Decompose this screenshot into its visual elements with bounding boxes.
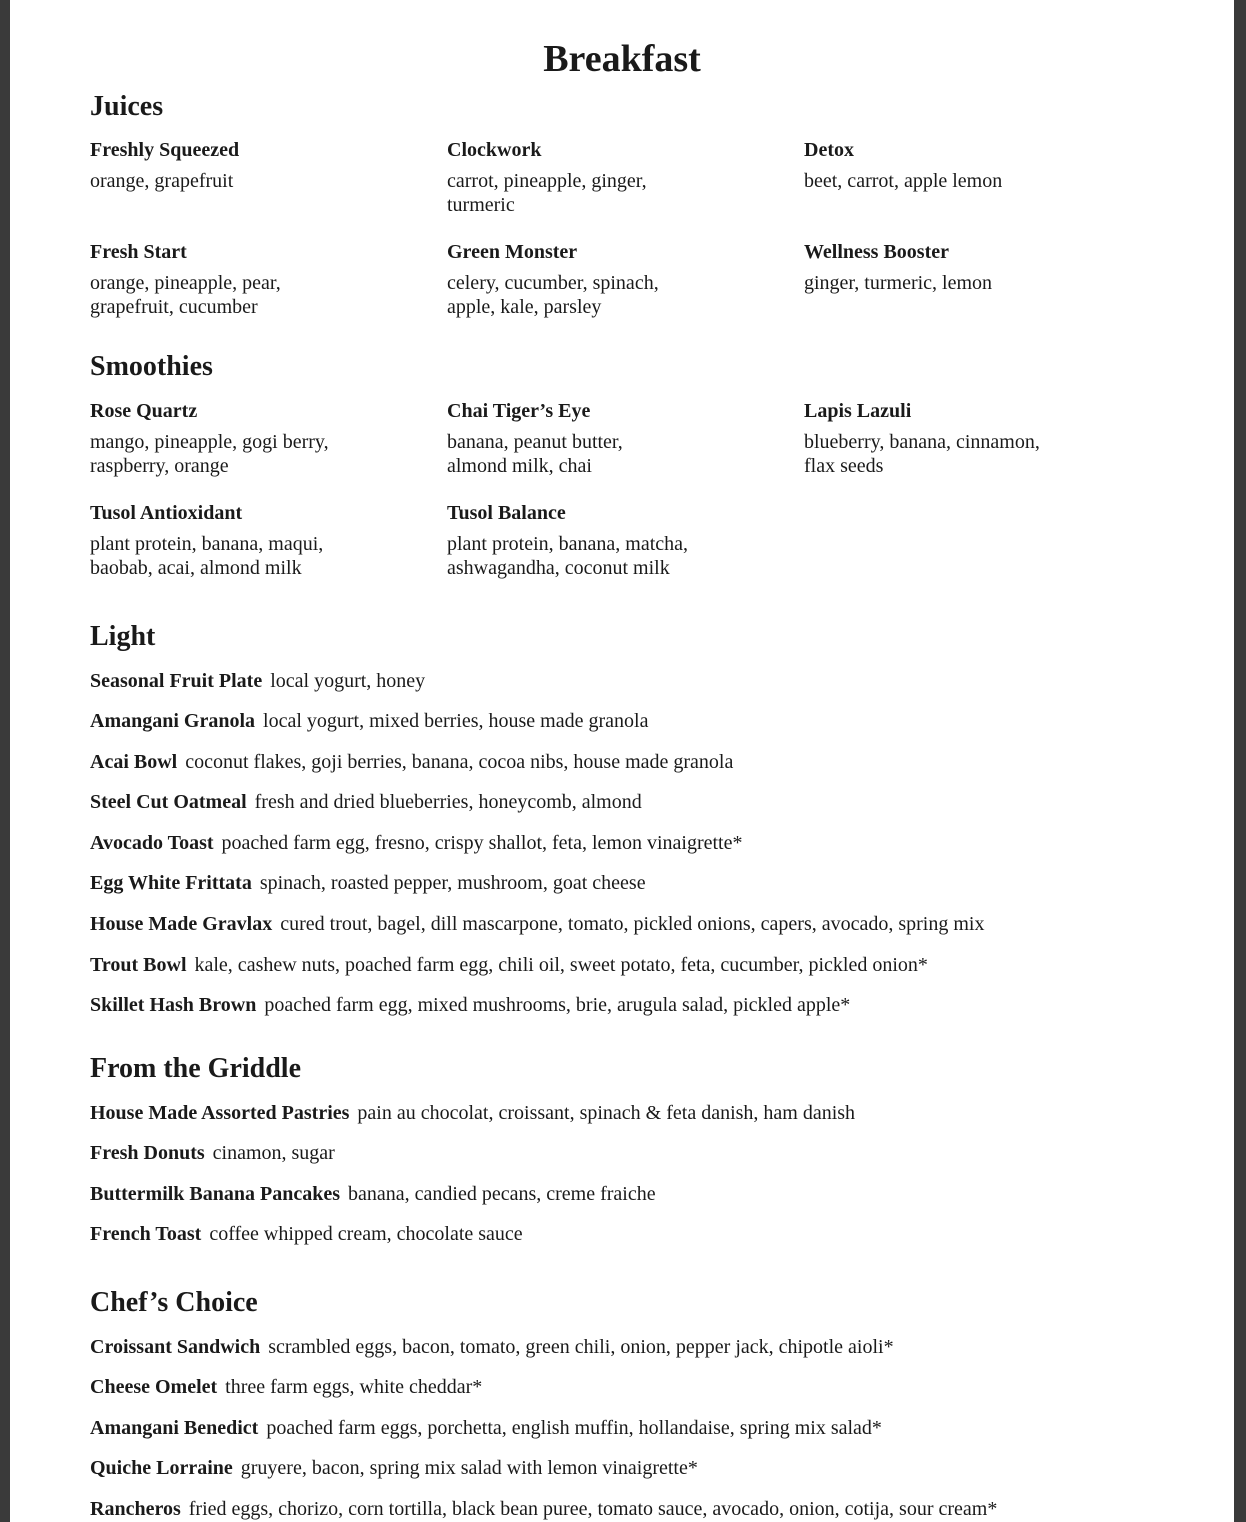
- smoothie-item: [90, 501, 360, 580]
- menu-item-row: [90, 831, 742, 855]
- item-description: coconut flakes, goji berries, banana, cocoa nibs, house made granola: [185, 751, 734, 773]
- item-description: fresh and dried blueberries, honeycomb, almond: [254, 791, 642, 813]
- item-name: Freshly Squeezed: [90, 139, 240, 161]
- item-description: coffee whipped cream, chocolate sauce: [209, 1223, 523, 1245]
- item-description: fried eggs, chorizo, corn tortilla, black bean puree, tomato sauce, avocado, onion, cotija, sour cream*: [188, 1498, 998, 1520]
- page-title: Breakfast: [543, 38, 701, 80]
- section-title-chefs-choice: Chef’s Choice: [90, 1287, 258, 1318]
- item-name: Trout Bowl: [90, 954, 187, 976]
- item-description: celery, cucumber, spinach, apple, kale, parsley: [447, 272, 659, 318]
- item-description: spinach, roasted pepper, mushroom, goat cheese: [259, 872, 646, 894]
- item-description: three farm eggs, white cheddar*: [225, 1376, 483, 1398]
- item-description: blueberry, banana, cinnamon, flax seeds: [804, 431, 1040, 477]
- menu-item-row: [90, 790, 642, 814]
- item-description: kale, cashew nuts, poached farm egg, chili oil, sweet potato, feta, cucumber, pickled onion*: [194, 954, 928, 976]
- menu-item-row: [90, 1456, 698, 1480]
- menu-page: [10, 0, 1234, 1522]
- item-description: poached farm eggs, porchetta, english muffin, hollandaise, spring mix salad*: [266, 1417, 882, 1439]
- juice-item: [447, 240, 697, 319]
- menu-item-row: [90, 1335, 894, 1359]
- menu-item-row: [90, 1101, 855, 1125]
- item-name: Skillet Hash Brown: [90, 994, 257, 1016]
- menu-item-row: [90, 1375, 482, 1399]
- juice-item: [447, 138, 687, 217]
- menu-item-row: [90, 1141, 335, 1165]
- item-name: House Made Gravlax: [90, 913, 273, 935]
- juice-item: [90, 240, 330, 319]
- menu-item-row: [90, 993, 850, 1017]
- menu-item-row: [90, 912, 984, 936]
- item-name: Chai Tiger’s Eye: [447, 400, 591, 422]
- item-description: local yogurt, honey: [270, 670, 426, 692]
- menu-item-row: [90, 1182, 656, 1206]
- item-name: Clockwork: [447, 139, 542, 161]
- item-name: Tusol Antioxidant: [90, 502, 243, 524]
- section-title-smoothies: Smoothies: [90, 351, 213, 382]
- juice-item: [90, 138, 390, 193]
- item-name: Seasonal Fruit Plate: [90, 670, 263, 692]
- item-name: Acai Bowl: [90, 751, 178, 773]
- item-name: Wellness Booster: [804, 241, 949, 263]
- item-name: Detox: [804, 139, 854, 161]
- item-name: Amangani Benedict: [90, 1417, 259, 1439]
- menu-item-row: [90, 1497, 997, 1521]
- juice-item: [804, 240, 1104, 295]
- menu-item-row: [90, 953, 928, 977]
- item-description: ginger, turmeric, lemon: [804, 272, 993, 294]
- item-description: plant protein, banana, matcha, ashwagandha, coconut milk: [447, 533, 689, 579]
- juice-item: [804, 138, 1104, 193]
- section-title-juices: Juices: [90, 91, 164, 122]
- item-name: Cheese Omelet: [90, 1376, 218, 1398]
- item-name: Fresh Start: [90, 241, 187, 263]
- section-title-light: Light: [90, 621, 156, 652]
- section-title-griddle: From the Griddle: [90, 1053, 302, 1084]
- item-name: Tusol Balance: [447, 502, 566, 524]
- item-description: banana, peanut butter, almond milk, chai: [447, 431, 623, 477]
- smoothie-item: [804, 399, 1074, 478]
- item-name: Buttermilk Banana Pancakes: [90, 1183, 341, 1205]
- item-description: poached farm egg, mixed mushrooms, brie, arugula salad, pickled apple*: [264, 994, 851, 1016]
- item-name: Rose Quartz: [90, 400, 198, 422]
- item-name: Quiche Lorraine: [90, 1457, 233, 1479]
- item-description: orange, grapefruit: [90, 170, 234, 192]
- item-description: carrot, pineapple, ginger, turmeric: [447, 170, 647, 216]
- smoothie-item: [90, 399, 360, 478]
- menu-item-row: [90, 871, 646, 895]
- item-description: cured trout, bagel, dill mascarpone, tomato, pickled onions, capers, avocado, spring mix: [280, 913, 985, 935]
- menu-item-row: [90, 1222, 523, 1246]
- item-description: cinamon, sugar: [212, 1142, 335, 1164]
- menu-item-row: [90, 1416, 882, 1440]
- item-description: poached farm egg, fresno, crispy shallot, feta, lemon vinaigrette*: [221, 832, 743, 854]
- item-description: beet, carrot, apple lemon: [804, 170, 1003, 192]
- item-description: scrambled eggs, bacon, tomato, green chili, onion, pepper jack, chipotle aioli*: [268, 1336, 894, 1358]
- item-description: local yogurt, mixed berries, house made granola: [263, 710, 649, 732]
- smoothie-item: [447, 501, 727, 580]
- menu-item-row: [90, 750, 733, 774]
- item-name: French Toast: [90, 1223, 202, 1245]
- item-name: Egg White Frittata: [90, 872, 252, 894]
- menu-item-row: [90, 709, 648, 733]
- item-name: Croissant Sandwich: [90, 1336, 261, 1358]
- item-name: Green Monster: [447, 241, 578, 263]
- item-name: Lapis Lazuli: [804, 400, 912, 422]
- item-name: Avocado Toast: [90, 832, 214, 854]
- item-name: Rancheros: [90, 1498, 181, 1520]
- item-description: banana, candied pecans, creme fraiche: [348, 1183, 656, 1205]
- item-description: pain au chocolat, croissant, spinach & feta danish, ham danish: [357, 1102, 856, 1124]
- item-description: plant protein, banana, maqui, baobab, acai, almond milk: [90, 533, 324, 579]
- item-description: gruyere, bacon, spring mix salad with lemon vinaigrette*: [240, 1457, 698, 1479]
- smoothie-item: [447, 399, 657, 478]
- item-description: mango, pineapple, gogi berry, raspberry, orange: [90, 431, 329, 477]
- item-name: Amangani Granola: [90, 710, 256, 732]
- item-description: orange, pineapple, pear, grapefruit, cucumber: [90, 272, 281, 318]
- menu-item-row: [90, 669, 425, 693]
- item-name: Steel Cut Oatmeal: [90, 791, 247, 813]
- item-name: Fresh Donuts: [90, 1142, 205, 1164]
- item-name: House Made Assorted Pastries: [90, 1102, 350, 1124]
